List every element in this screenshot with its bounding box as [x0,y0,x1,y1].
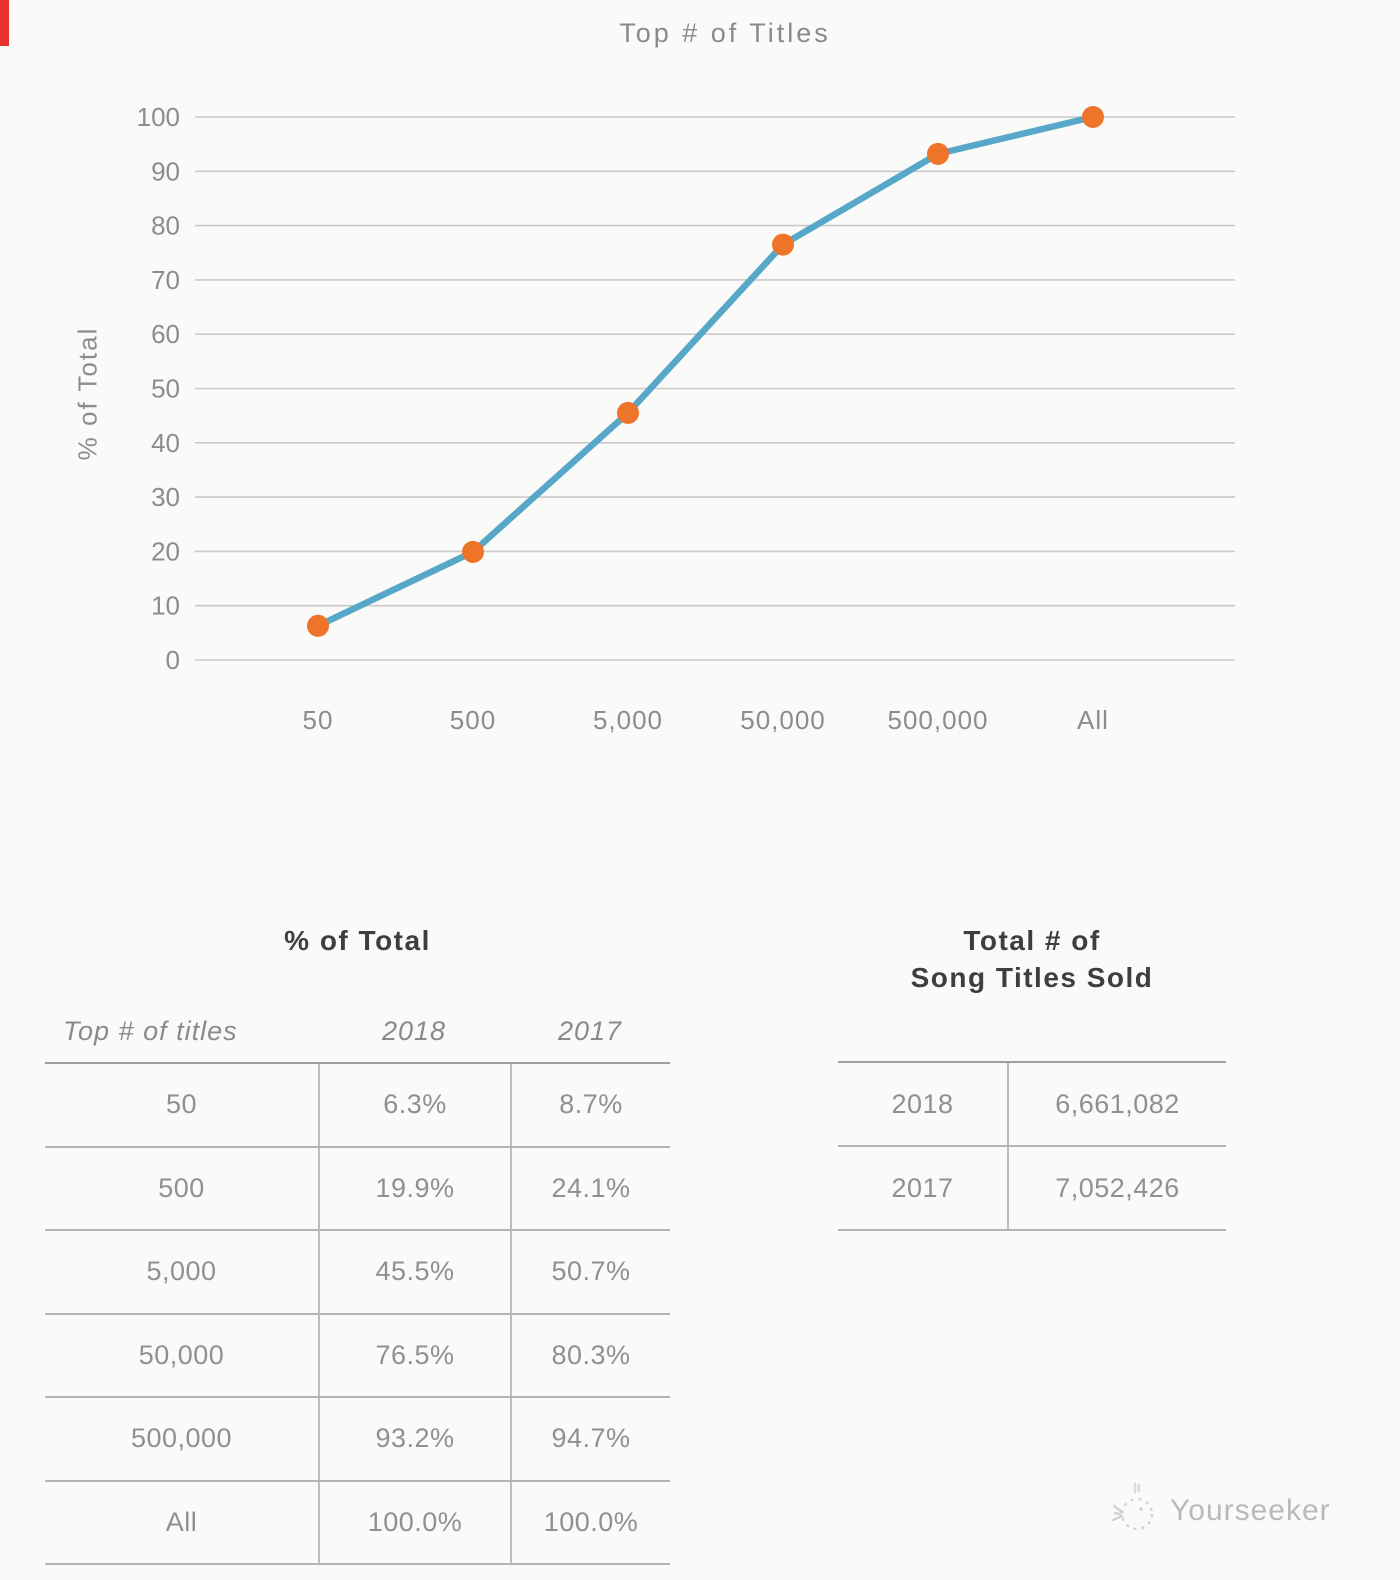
percent-table-header [45,1000,670,1062]
y-tick-label: 90 [151,156,180,187]
y-tick-label: 50 [151,373,180,404]
table-cell: 7,052,426 [1007,1147,1226,1229]
table-cell: 2018 [891,1088,954,1119]
table-cell: 6.3% [318,1064,510,1146]
y-tick-label: 80 [151,210,180,241]
table-cell: 100.0% [510,1482,670,1564]
totals-title-line2: Song Titles Sold [910,962,1154,993]
y-tick-label: 0 [165,645,180,675]
yourseeker-logo-icon [1108,1482,1160,1540]
table-row [838,1147,1226,1231]
x-tick-label: 500,000 [887,705,989,735]
watermark-label: Yourseeker [1170,1494,1331,1527]
y-tick-label: 30 [151,482,180,513]
table-cell: 94.7% [510,1398,670,1480]
table-row [45,1398,670,1482]
totals-table [838,922,1226,1203]
x-tick-label: 50,000 [740,705,826,735]
data-point [307,615,329,637]
y-tick-label: 70 [151,264,180,295]
y-axis-title: % of Total [72,326,103,461]
percent-of-total-table [45,922,670,1537]
table-cell: 50,000 [138,1339,225,1370]
series-line-2018 [318,117,1093,626]
table-cell: 93.2% [318,1398,510,1480]
y-tick-label: 100 [136,102,180,132]
column-header-2018: 2018 [381,1015,447,1046]
y-tick-label: 60 [151,319,180,350]
table-cell: 500 [158,1172,205,1203]
column-header-top-titles: Top # of titles [63,1015,238,1046]
table-cell: 2017 [891,1172,954,1203]
percent-table-title: % of Total [284,925,431,956]
data-point [772,234,794,256]
data-point [617,402,639,424]
data-point [462,541,484,563]
x-tick-label: 500 [449,705,497,735]
column-header-2017: 2017 [557,1015,623,1046]
table-cell: 8.7% [510,1064,670,1146]
table-cell: 24.1% [510,1148,670,1230]
table-row [838,1063,1226,1147]
table-cell: 80.3% [510,1315,670,1397]
y-tick-label: 40 [151,427,180,458]
x-tick-label: 5,000 [592,705,664,735]
totals-table-body [838,1061,1226,1231]
table-cell: 76.5% [318,1315,510,1397]
table-cell: 45.5% [318,1231,510,1313]
table-row [45,1231,670,1315]
table-cell: 500,000 [130,1423,233,1454]
y-tick-label: 10 [151,590,180,621]
watermark [1108,1482,1331,1540]
x-tick-label: 50 [302,705,334,735]
table-cell: 5,000 [146,1256,217,1287]
percent-table-body [45,1062,670,1565]
table-cell: 6,661,082 [1007,1063,1226,1145]
table-cell: 50 [165,1089,198,1120]
table-row [45,1315,670,1399]
table-cell: 19.9% [318,1148,510,1230]
x-tick-label: All [1077,705,1109,735]
totals-table-title [838,922,1226,996]
table-cell: 50.7% [510,1231,670,1313]
table-row [45,1064,670,1148]
chart-title: Top # of Titles [619,18,831,48]
table-cell: All [165,1506,198,1537]
table-row [45,1148,670,1232]
data-point [927,143,949,165]
table-cell: 100.0% [318,1482,510,1564]
table-row [45,1482,670,1566]
data-point [1082,106,1104,128]
totals-title-line1: Total # of [963,925,1101,956]
y-tick-label: 20 [151,536,180,567]
